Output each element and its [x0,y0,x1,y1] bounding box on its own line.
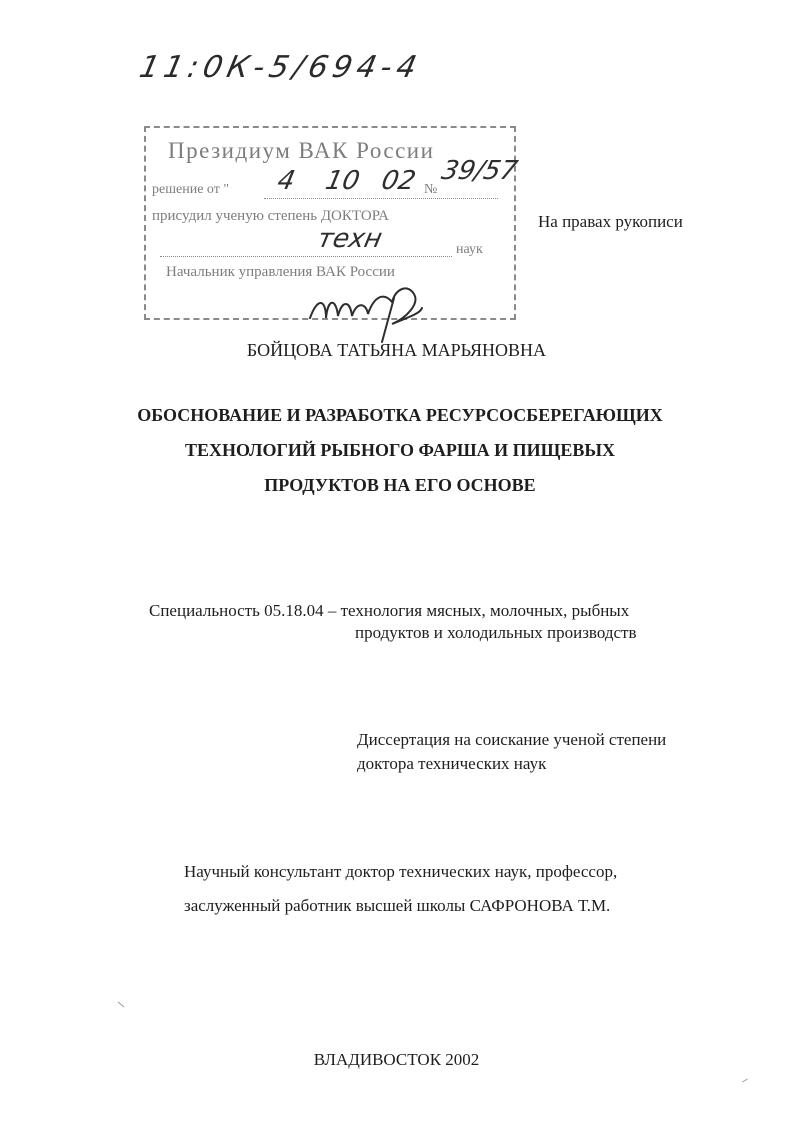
title-line: ПРОДУКТОВ НА ЕГО ОСНОВЕ [264,475,536,495]
stamp-chief-text: Начальник управления ВАК России [166,264,395,280]
specialty [149,600,636,644]
stamp-title: Президиум ВАК России [168,138,435,163]
title-line: ТЕХНОЛОГИЙ РЫБНОГО ФАРША И ПИЩЕВЫХ [184,440,616,460]
specialty-line-2: продуктов и холодильных производств [355,623,637,642]
scan-speck [742,1079,748,1083]
stamp-science-handwritten: техн [314,224,385,254]
scan-speck [118,1002,125,1008]
stamp-date-year: 02 [378,166,419,196]
stamp-science-suffix: наук [456,242,483,257]
consultant-line-1: Научный консультант доктор технических наук, профессор, [184,862,618,881]
degree-line-1: Диссертация на соискание ученой степени [357,730,667,749]
title-line: ОБОСНОВАНИЕ И РАЗРАБОТКА РЕСУРСОСБЕРЕГАЮЩИХ [137,405,663,425]
specialty-line-1: Специальность 05.18.04 – технология мясных, молочных, рыбных [149,601,630,620]
city-year: ВЛАДИВОСТОК 2002 [313,1050,480,1069]
author-name: БОЙЦОВА ТАТЬЯНА МАРЬЯНОВНА [246,340,547,360]
dissertation-degree [357,728,666,776]
dissertation-title [120,398,680,503]
stamp-decision-prefix: решение от " [152,182,230,197]
stamp-decision-line [152,182,229,198]
stamp-awarded-text: присудил ученую степень ДОКТОРА [152,208,389,224]
scientific-consultant [184,855,617,923]
manuscript-rights: На правах рукописи [538,212,683,231]
stamp-number-sign: № [424,182,438,197]
stamp-date-day: 4 [274,166,298,196]
consultant-line-2: заслуженный работник высшей школы САФРОНОВА Т.М. [184,896,611,915]
handwritten-archive-number: 11:0К-5/694-4 [136,50,425,85]
stamp-signature [296,278,436,348]
vak-approval-stamp [144,126,521,320]
stamp-date-month: 10 [322,166,363,196]
stamp-number: 39/57 [438,156,521,186]
degree-line-2: доктора технических наук [357,754,547,773]
